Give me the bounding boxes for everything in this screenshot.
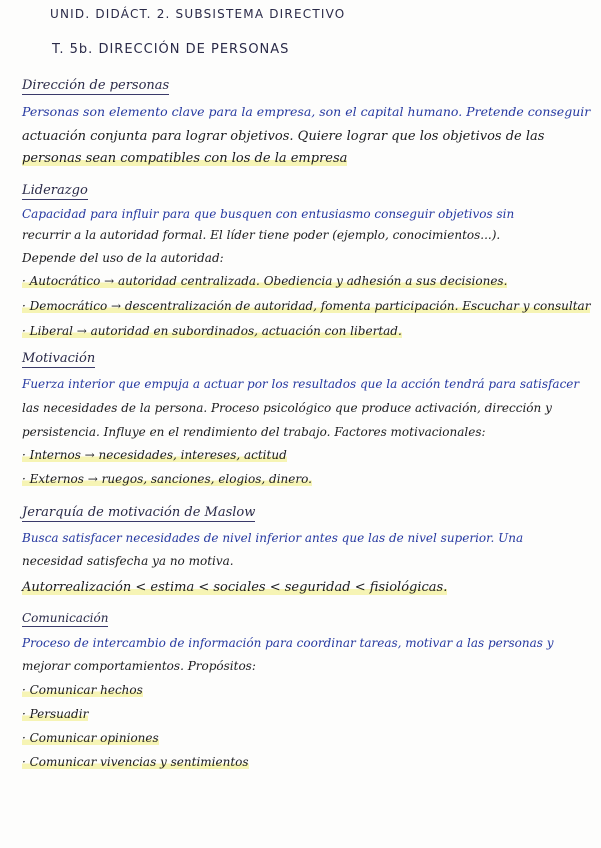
maslow-line-2: necesidad satisfecha ya no motiva. [22, 554, 234, 568]
maslow-hierarchy: Autorrealización < estima < sociales < seguridad < fisiológicas. [22, 580, 448, 595]
section-title-liderazgo: Liderazgo [22, 183, 88, 198]
comunicacion-bullet-3: · Comunicar opiniones [22, 731, 159, 745]
comunicacion-bullet-1: · Comunicar hechos [22, 683, 143, 697]
section-title-direccion: Dirección de personas [22, 78, 170, 93]
motivacion-bullet-2: · Externos → ruegos, sanciones, elogios, dinero. [22, 472, 312, 486]
section-title-comunicacion: Comunicación [22, 611, 109, 625]
comunicacion-line-2: mejorar comportamientos. Propósitos: [22, 659, 256, 673]
direccion-line-2: actuación conjunta para lograr objetivos. Quiere lograr que los objetivos de las [22, 129, 545, 144]
liderazgo-bullet-3: · Liberal → autoridad en subordinados, actuación con libertad. [22, 324, 402, 338]
direccion-line-3: personas sean compatibles con los de la empresa [22, 151, 348, 166]
topic-header: T. 5b. DIRECCIÓN DE PERSONAS [52, 42, 290, 57]
motivacion-line-3: persistencia. Influye en el rendimiento del trabajo. Factores motivacionales: [22, 425, 486, 439]
comunicacion-bullet-4: · Comunicar vivencias y sentimientos [22, 755, 249, 769]
liderazgo-bullet-1: · Autocrático → autoridad centralizada. Obediencia y adhesión a sus decisiones. [22, 274, 508, 288]
maslow-line-1: Busca satisfacer necesidades de nivel inferior antes que las de nivel superior. Una [22, 531, 524, 545]
liderazgo-line-1: Capacidad para influir para que busquen con entusiasmo conseguir objetivos sin [22, 207, 515, 221]
comunicacion-line-1: Proceso de intercambio de información para coordinar tareas, motivar a las personas y [22, 636, 554, 650]
liderazgo-line-2: recurrir a la autoridad formal. El líder tiene poder (ejemplo, conocimientos...). [22, 228, 501, 242]
section-title-maslow: Jerarquía de motivación de Maslow [22, 505, 256, 520]
direccion-line-1: Personas son elemento clave para la empresa, son el capital humano. Pretende conseguir [22, 104, 591, 119]
comunicacion-bullet-2: · Persuadir [22, 707, 89, 721]
unit-header: UNID. DIDÁCT. 2. SUBSISTEMA DIRECTIVO [50, 7, 346, 21]
liderazgo-bullet-2: · Democrático → descentralización de autoridad, fomenta participación. Escuchar y consultar [22, 299, 591, 313]
motivacion-bullet-1: · Internos → necesidades, intereses, actitud [22, 448, 287, 462]
motivacion-line-1: Fuerza interior que empuja a actuar por los resultados que la acción tendrá para satisfacer [22, 377, 580, 391]
motivacion-line-2: las necesidades de la persona. Proceso psicológico que produce activación, dirección y [22, 401, 552, 415]
liderazgo-line-3: Depende del uso de la autoridad: [22, 251, 224, 265]
section-title-motivacion: Motivación [22, 351, 96, 366]
